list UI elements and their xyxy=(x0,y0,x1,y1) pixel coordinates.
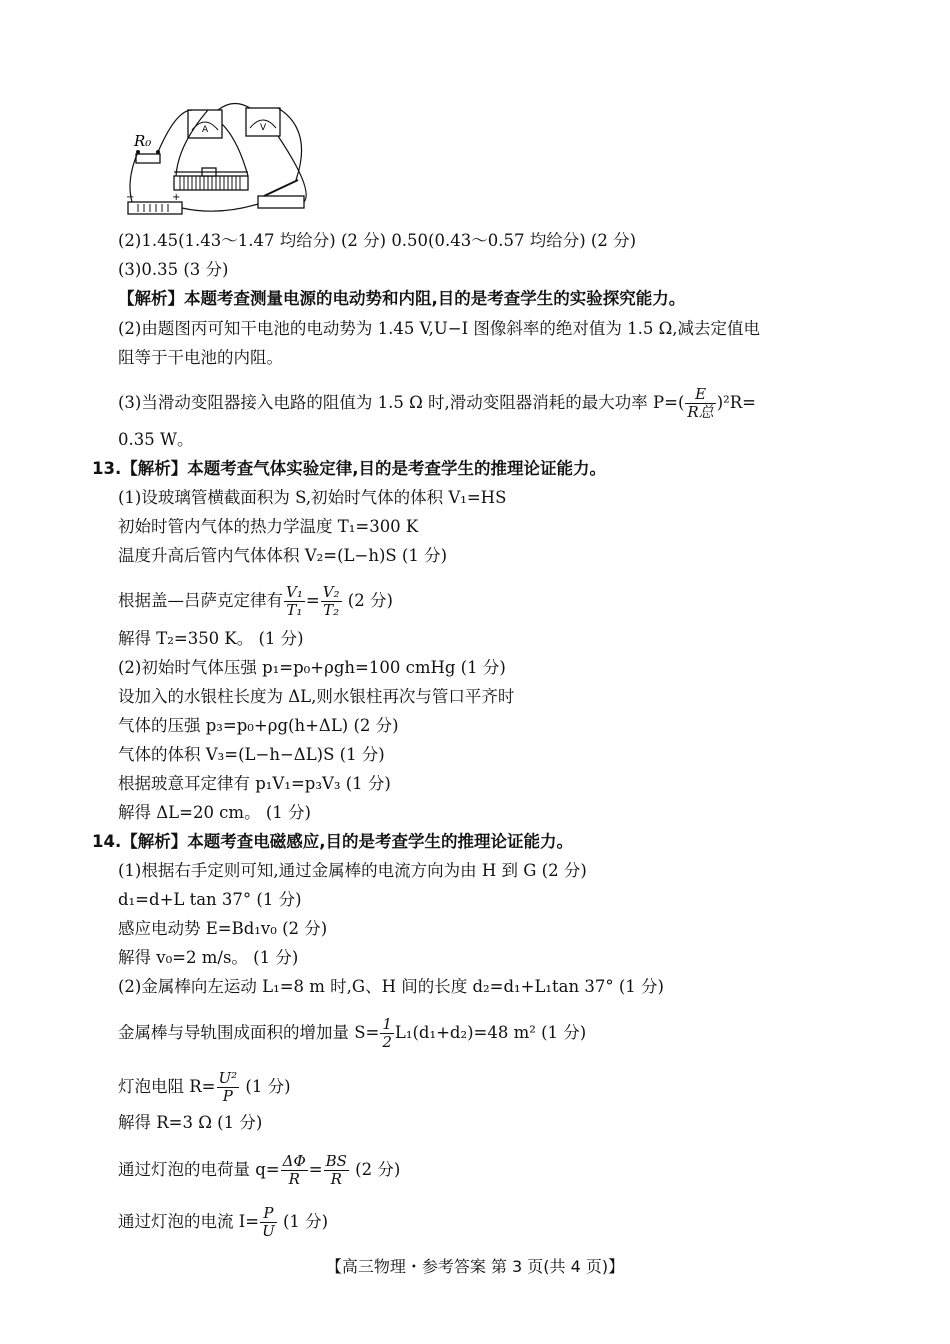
fraction-numerator: U² xyxy=(218,1069,238,1087)
fraction-numerator: 1 xyxy=(382,1015,392,1033)
answer-12-3: (3)0.35 (3 分) xyxy=(118,260,229,279)
fraction-v1-t1 xyxy=(284,584,305,619)
equals-sign: = xyxy=(308,1160,323,1179)
text-segment: 金属棒与导轨围成面积的增加量 S= xyxy=(118,1023,380,1042)
answer-14-line9 xyxy=(118,1153,400,1188)
fraction-e-over-r xyxy=(685,386,715,421)
switch-lever xyxy=(264,180,298,196)
fraction-numerator: BS xyxy=(325,1152,347,1170)
answer-14-line2: d₁=d+L tan 37° (1 分) xyxy=(118,890,302,909)
answer-14-line7 xyxy=(118,1070,291,1105)
answer-14-line6 xyxy=(118,1016,586,1051)
analysis-12-3-line2: 0.35 W。 xyxy=(118,430,194,449)
switch-base xyxy=(258,196,304,208)
fraction-denominator: T₁ xyxy=(286,601,303,619)
equals-sign: = xyxy=(305,591,320,610)
text-segment: 通过灯泡的电荷量 q= xyxy=(118,1160,280,1179)
fraction-dphi-over-r xyxy=(281,1153,308,1188)
page-footer: 【高三物理・参考答案 第 3 页(共 4 页)】 xyxy=(325,1257,625,1276)
answer-14-line3: 感应电动势 E=Bd₁v₀ (2 分) xyxy=(118,919,328,938)
fraction-numerator: P xyxy=(260,1205,277,1223)
rheostat-coil xyxy=(180,176,240,190)
fraction-denominator: P xyxy=(222,1087,233,1105)
answer-13-line8: 气体的压强 p₃=p₀+ρg(h+ΔL) (2 分) xyxy=(118,716,399,735)
fraction-numerator: V₁ xyxy=(286,583,303,601)
text-segment: (2 分) xyxy=(342,591,393,610)
voltmeter-symbol: V xyxy=(260,123,267,133)
fraction-denominator: T₂ xyxy=(323,601,340,619)
fraction-numerator: V₂ xyxy=(322,583,340,601)
analysis-12-2-line2: 阻等于干电池的内阻。 xyxy=(118,348,283,367)
text-segment: 通过灯泡的电流 I= xyxy=(118,1212,260,1231)
ammeter-symbol: A xyxy=(202,125,209,135)
answer-13-line1: (1)设玻璃管横截面积为 S,初始时气体的体积 V₁=HS xyxy=(118,488,507,507)
answer-13-line4 xyxy=(118,584,393,619)
answer-13-line10: 根据玻意耳定律有 p₁V₁=p₃V₃ (1 分) xyxy=(118,774,391,793)
battery-minus: − xyxy=(126,192,135,203)
text-segment: (1 分) xyxy=(240,1077,291,1096)
rheostat-base xyxy=(174,176,248,190)
circuit-diagram xyxy=(118,100,318,222)
analysis-12-header: 【解析】本题考查测量电源的电动势和内阻,目的是考查学生的实验探究能力。 xyxy=(118,289,686,308)
answer-14-line10 xyxy=(118,1205,328,1240)
fraction-numerator: E xyxy=(685,386,715,404)
battery-plus: + xyxy=(172,192,181,203)
answer-14-line8: 解得 R=3 Ω (1 分) xyxy=(118,1113,263,1132)
answer-14-line5: (2)金属棒向左运动 L₁=8 m 时,G、H 间的长度 d₂=d₁+L₁tan 37° (1 分) xyxy=(118,977,664,996)
answer-13-line5: 解得 T₂=350 K。 (1 分) xyxy=(118,629,304,648)
answer-13-line11: 解得 ΔL=20 cm。 (1 分) xyxy=(118,803,311,822)
answer-13-line9: 气体的体积 V₃=(L−h−ΔL)S (1 分) xyxy=(118,745,385,764)
fraction-v2-t2 xyxy=(321,584,342,619)
fraction-one-half xyxy=(380,1016,394,1051)
text-segment: 根据盖—吕萨克定律有 xyxy=(118,591,283,610)
question-14-header: 14.【解析】本题考查电磁感应,目的是考查学生的推理论证能力。 xyxy=(92,832,573,851)
fraction-bs-over-r xyxy=(324,1153,349,1188)
answer-13-line7: 设加入的水银柱长度为 ΔL,则水银柱再次与管口平齐时 xyxy=(118,687,515,706)
resistor-r0 xyxy=(136,154,160,163)
text-segment: )²R= xyxy=(716,393,756,412)
question-13-header: 13.【解析】本题考查气体实验定律,目的是考查学生的推理论证能力。 xyxy=(92,459,606,478)
battery xyxy=(128,202,182,214)
r0-label: R₀ xyxy=(134,132,152,150)
battery-cells xyxy=(138,204,168,212)
fraction-denominator: R xyxy=(288,1170,300,1188)
answer-14-line1: (1)根据右手定则可知,通过金属棒的电流方向为由 H 到 G (2 分) xyxy=(118,861,587,880)
answer-12-2: (2)1.45(1.43～1.47 均给分) (2 分) 0.50(0.43～0.57 均给分) (2 分) xyxy=(118,231,637,250)
fraction-denominator: U xyxy=(262,1222,275,1240)
analysis-12-2-line1: (2)由题图丙可知干电池的电动势为 1.45 V,U−I 图像斜率的绝对值为 1.5 Ω,减去定值电 xyxy=(118,319,761,338)
answer-13-line6: (2)初始时气体压强 p₁=p₀+ρgh=100 cmHg (1 分) xyxy=(118,658,506,677)
fraction-u2-over-p xyxy=(217,1070,240,1105)
text-segment: (3)当滑动变阻器接入电路的阻值为 1.5 Ω 时,滑动变阻器消耗的最大功率 P=( xyxy=(118,393,685,412)
answer-14-line4: 解得 v₀=2 m/s。 (1 分) xyxy=(118,948,299,967)
fraction-p-over-u xyxy=(260,1205,277,1240)
text-segment: (1 分) xyxy=(277,1212,329,1231)
answer-13-line3: 温度升高后管内气体体积 V₂=(L−h)S (1 分) xyxy=(118,546,448,565)
fraction-denominator: 2 xyxy=(382,1033,392,1051)
text-segment: 灯泡电阻 R= xyxy=(118,1077,216,1096)
fraction-numerator: ΔΦ xyxy=(282,1152,306,1170)
answer-13-line2: 初始时管内气体的热力学温度 T₁=300 K xyxy=(118,517,419,536)
text-segment: L₁(d₁+d₂)=48 m² (1 分) xyxy=(394,1023,587,1042)
text-segment: (2 分) xyxy=(349,1160,401,1179)
fraction-denominator: R xyxy=(330,1170,342,1188)
analysis-12-3-line1 xyxy=(118,386,756,421)
fraction-denominator: R总 xyxy=(687,403,714,421)
